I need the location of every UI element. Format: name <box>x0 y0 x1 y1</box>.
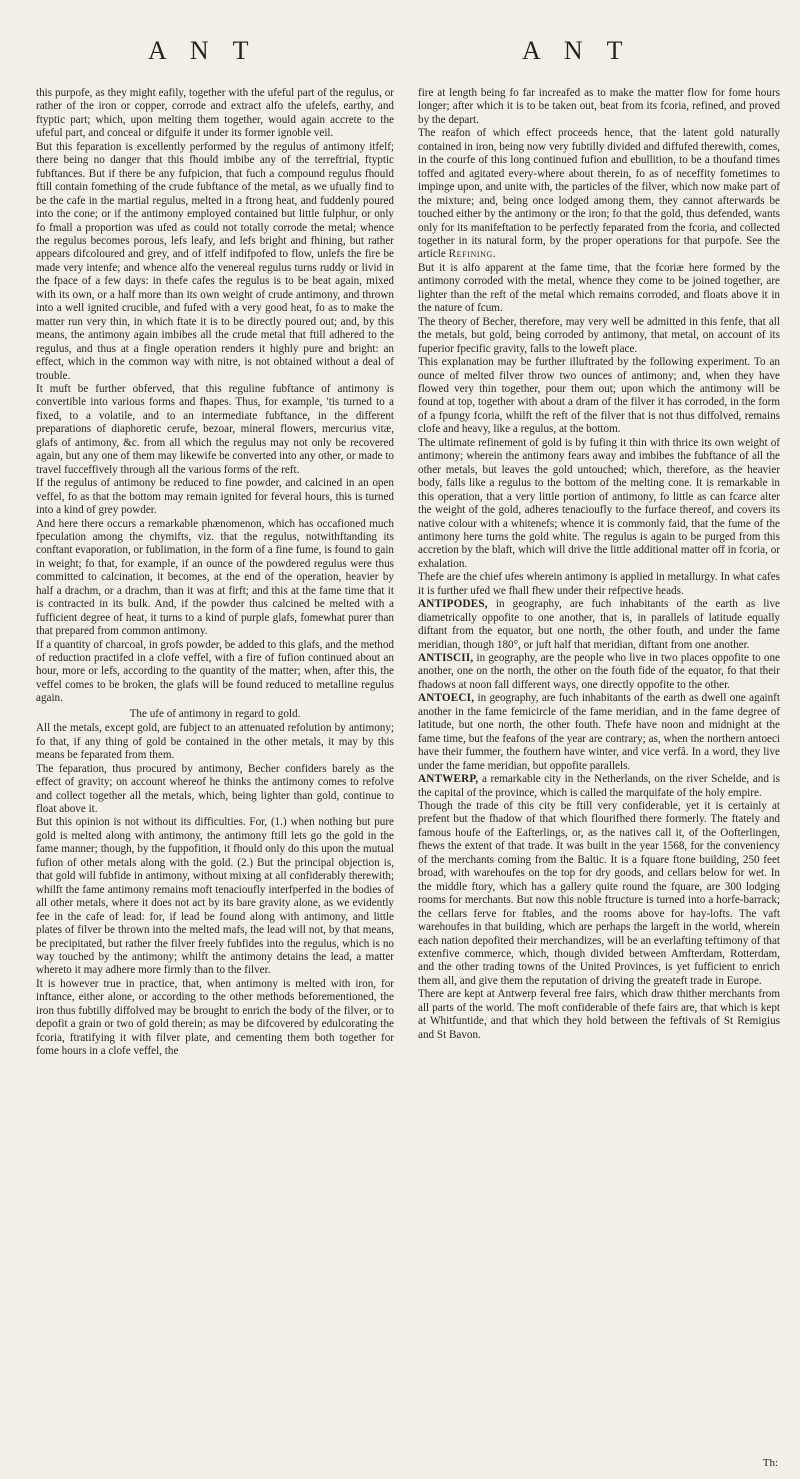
running-header <box>0 36 800 86</box>
paragraph: this purpofe, as they might eafily, together with the ufeful part of the regulus, or rather of the iron or copper, corrode and extract alfo the ufelefs, earthy, and ftyptic part; which, upon melting them together, would again accrete to the ufeful part, and conceal or difguife it under its former ignoble veil. <box>36 87 394 140</box>
entry-antwerp <box>418 773 780 800</box>
paragraph: All the metals, except gold, are fubject to an attenuated refolution by antimony; fo that, if any thing of gold be contained in the other metals, it may by this means be feparated from them. <box>36 722 394 762</box>
paragraph: It muft be further obferved, that this reguline fubftance of antimony is convertible into various forms and fhapes. Thus, for example, 'tis turned to a fixed, to a volatile, and to an intermediate fubftance, in the different preparations of diaphoretic cerufe, bezoar, mineral flowers, mercurius vitæ, glafs of antimony, &c. from all which the regulus may not only be recovered again, but any one of them may likewife be converted into any other, or made to travel fucceffively through all the various forms of the reft. <box>36 382 394 476</box>
paragraph: If the regulus of antimony be reduced to fine powder, and calcined in an open veffel, fo as that the bottom may remain ignited for feveral hours, this is turned into a kind of grey powder. <box>36 477 394 517</box>
paragraph: There are kept at Antwerp feveral free fairs, which draw thither merchants from all parts of the world. The moft confiderable of thefe fairs are, that which is kept at Whitfuntide, and that which they hold between the feftivals of St Remigius and St Bavon. <box>418 988 780 1041</box>
paragraph: The theory of Becher, therefore, may very well be admitted in this fenfe, that all the metals, but gold, being corroded by antimony, that metal, on account of its fuperior fpecific gravity, falls to the loweft place. <box>418 315 780 355</box>
paragraph-text: The reafon of which effect proceeds hence, that the latent gold naturally contained in iron, being now very fubtilly divided and diffufed therewith, comes, in the courfe of this long continued fufion and ebullition, to be a thoufand times toffed and agitated every-where about therein, fo as of neceffity fometimes to impinge upon, and unite with, the particles of the filver, which now make part of the mixture; and, being once lodged among them, they cannot afterwards be touched either by the antimony or the iron; fo that the gold, thus defended, wants only for its manifeftation to be perfectly feparated from the fcoria, and collected together in its natural form, by the proper operations for that purpofe. See the article <box>418 127 780 261</box>
section-subheading: The ufe of antimony in regard to gold. <box>129 707 301 720</box>
paragraph: Though the trade of this city be ftill very confiderable, yet it is certainly at prefent but the fhadow of that which flourifhed there formerly. The ftately and famous houfe of the Eafterlings, or, as the natives call it, of the Oofterlingen, fhews the extent of that trade. It was built in the year 1568, for the conveniency of the merchants coming from the Baltic. It is a fquare ftone building, 250 feet broad, with warehoufes on the top for dry goods, and cellars below for wet. In the middle ftory, which has a gallery quite round the fquare, are 300 lodging rooms for merchants. But now this noble ftructure is turned into a horfe-barrack; the cellars ferve for ftables, and the rooms above for hay-lofts. The vaft warehoufes in that building, which are perhaps the largeft in the world, wherein each nation depofited their merchandizes, will be an everlafting teftimony of that extenfive commerce, which, though divided between Amfterdam, Rotterdam, and the other trading towns of the United Provinces, is yet fufficient to enrich them all, and give them the reputation of driving the greateft trade in Europe. <box>418 800 780 987</box>
entry-heading: ANTISCII, <box>418 652 474 665</box>
header-left: A N T <box>148 36 258 65</box>
right-column <box>418 87 780 1462</box>
entry-text: in geography, are the people who live in two places oppofite to one another, one on the north, the other on the fouth fide of the equator, fo that their fhadows at noon fall different ways, one directly oppofite to the other. <box>418 652 780 691</box>
paragraph: fire at length being fo far increafed as to make the matter flow for fome hours longer; after which it is to be taken out, beat from its fcoria, refined, and proved by the depart. <box>418 87 780 126</box>
entry-heading: ANTWERP, <box>418 773 479 786</box>
catchword: Th: <box>762 1457 778 1469</box>
cross-reference: Refining. <box>448 248 497 261</box>
entry-text: a remarkable city in the Netherlands, on the river Schelde, and is the capital of the province, which is called the marquifate of the holy empire. <box>418 773 780 799</box>
left-column <box>36 87 394 1462</box>
entry-text: in geography, are fuch inhabitants of the earth as live diametrically oppofite to one another, that is, in parallels of latitude equally diftant from the equator, but one north, the other fouth, and under the fame meridian, though 180°, or juft half that meridian, diftant from one another. <box>418 598 780 651</box>
entry-antipodes <box>418 598 780 652</box>
paragraph: And here there occurs a remarkable phænomenon, which has occafioned much fpeculation among the chymifts, viz. that the regulus, notwithftanding its conftant evaporation, or fublimation, in the form of a fine fume, is found to gain in weight; fo that, for example, if an ounce of the powdered regulus were thus committed to calcination, it becomes, at the end of the operation, heavier by half a drachm, or a drachm, than it was at firft; and this at the fame time that it is contracted in its bulk. And, if the powder thus calcined be melted with a fufficient degree of heat, it turns to a kind of purple glafs, fomewhat purer than that prepared from common antimony. <box>36 517 394 638</box>
paragraph: But this opinion is not without its difficulties. For, (1.) when nothing but pure gold is melted along with antimony, the antimony ftill lets go the gold in the fame manner; though, by the fuppofition, it fhould only do this upon the mutual fufion of other metals along with the gold. (2.) But the principal objection is, that gold will fubfide in antimony, without mixing at all confiderably therewith; whilft the fame antimony remains moft tenacioufly interfperfed in the bodies of all other metals, where it does not act by its bare gravity alone, as we evidently fee in the cafe of lead: for, if lead be found along with antimony, and little plates of filver be thrown into the melted mafs, the lead will not, by that means, be precipitated, but rather the filver freely fubfides into the regulus, which is no way touched by the antimony; whilft the antimony detains the lead, a matter whereto it may adhere more firmly than to the filver. <box>36 816 394 977</box>
entry-antoeci <box>418 692 780 773</box>
entry-text: in geography, are fuch inhabitants of the earth as dwell one againft another in the fame femicircle of the fame meridian, and in the fame degree of latitude, but one north, the other fouth. Thefe have noon and midnight at the fame time, but the feafons of the year are contrary; as, when the northern antoeci have their fummer, the fouthern have winter, and vice verfâ. In a word, they live under the fame meridian, but oppofite parallels. <box>418 692 780 772</box>
paragraph: This explanation may be further illuftrated by the following experiment. To an ounce of melted filver throw two ounces of antimony; and, when they have flowed very thin together, pour them out; upon which the antimony will be found at top, together with about a dram of the filver it has corroded, in the form of a fpungy fcoria, whilft the reft of the filver that is not thus diffolved, remains clofe and heavy, like a regulus, at the bottom. <box>418 356 780 436</box>
header-right: A N T <box>522 36 632 65</box>
paragraph: The feparation, thus procured by antimony, Becher confiders barely as the effect of gravity; on account whereof he thinks the antimony comes to refolve and collect together all the metals, which, being lighter than gold, continue to float above it. <box>36 762 394 816</box>
paragraph: But this feparation is excellently performed by the regulus of antimony itfelf; there being no danger that this fhould imbibe any of the terreftrial, ftyptic fubftances. But if there be any fufpicion, that fuch a compound regulus fhould ftill contain fomething of the crude fubftance of the metal, as we ufually find to be the cafe in the martial regulus, melted in a ftrong heat, and fuddenly poured into the cone; or if the antimony employed contained but little fulphur, or only fo fmall a proportion was ufed as could not totally corrode the metal; whence the regulus becomes porous, lefs leafy, and lefs bright and fhining, but rather appears difcoloured and grey, and of itfelf indifpofed to flow, unlefs the fire be made very intenfe; and whence alfo the venereal regulus turns ruddy or livid in the fpace of a few days: in thefe cafes the regulus is to be beat again, mixed with its own, or a half more than its own weight of crude antimony, and thrown into a well ignited crucible, and fufed with a very good heat, fo as to make the matter run very thin, in which ftate it is to be directly poured out; and, by this means, the antimony again imbibes all the crude metal that ftill adhered to the regulus, and thus at a fingle operation renders it highly pure and bright: an effect, which in the common way with nitre, is not obtained without a deal of trouble. <box>36 140 394 382</box>
paragraph <box>418 127 780 262</box>
paragraph: The ultimate refinement of gold is by fufing it thin with thrice its own weight of antimony; wherein the antimony fears away and imbibes the fubftance of all the other metals, but leaves the gold untouched; which, therefore, as the heavier body, falls like a regulus to the bottom of the melting cone. It is remarkable in this operation, that a very little portion of antimony, fo little as can fcarce alter the weight of the gold, adheres tenacioufly to the furface thereof, and covers its native colour with a whitenefs; whence it is commonly faid, that the fume of the antimony here turns the gold white. The regulus is again to be purged from this accretion by the blaft, which will drive the little additional matter off in fcoria, or exhalation. <box>418 436 780 570</box>
entry-heading: ANTOECI, <box>418 692 475 705</box>
entry-antiscii <box>418 652 780 692</box>
paragraph: It is however true in practice, that, when antimony is melted with iron, for inftance, either alone, or according to the other methods beforementioned, the iron thus fubtilly diffolved may be brought to enrich the body of the filver, or to depofit a grain or two of gold therein; as may be difcovered by edulcorating the fcoria, ftratifying it with filver plate, and cementing them both together for fome hours in a clofe veffel, the <box>36 977 394 1058</box>
paragraph: If a quantity of charcoal, in grofs powder, be added to this glafs, and the method of reduction practifed in a clofe veffel, with a fire of fufion continued about an hour, more or lefs, according to the quantity of the matter; when, after this, the veffel comes to be broken, the glafs will be found reduced to metalline regulus again. <box>36 638 394 705</box>
paragraph: But it is alfo apparent at the fame time, that the fcoriæ here formed by the antimony corroded with the metal, whence they come to be joined together, are lighter than the reft of the metal which remains corroded, and floats above it in the nature of fcum. <box>418 261 780 315</box>
entry-heading: ANTIPODES, <box>418 598 488 611</box>
paragraph: Thefe are the chief ufes wherein antimony is applied in metallurgy. In what cafes it is further ufed we fhall fhew under their refpective heads. <box>418 571 780 597</box>
